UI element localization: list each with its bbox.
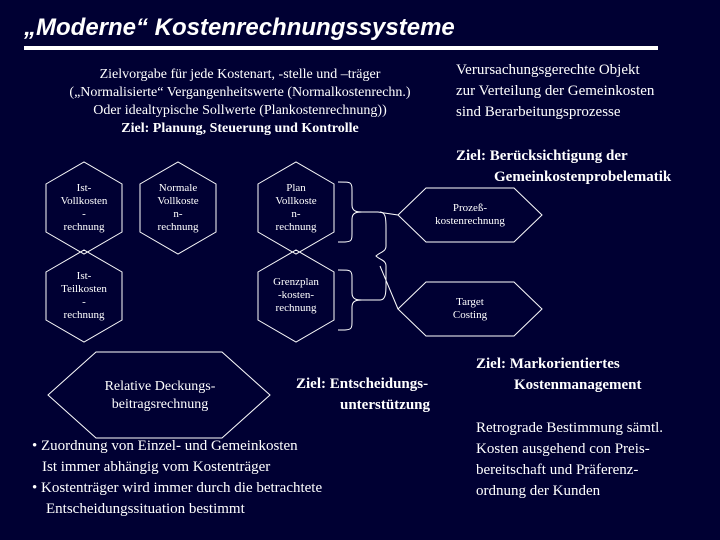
- decision-goal-line-1: Ziel: Entscheidungs-: [296, 376, 429, 392]
- decision-bullets: [32, 436, 452, 520]
- node-line: Vollkosten: [60, 195, 108, 207]
- node-line: Ist-: [76, 270, 92, 282]
- bracket-lower: [338, 270, 362, 330]
- node-line: kostenrechnung: [435, 215, 505, 227]
- right-top-line-3: sind Berarbeitungsprozesse: [456, 104, 621, 120]
- bullet-1-line-2: Ist immer abhängig vom Kostenträger: [42, 459, 271, 475]
- node-line: -: [82, 296, 86, 308]
- node-grenzplan: [258, 276, 334, 315]
- right-top-line-1: Verursachungsgerechte Objekt: [456, 62, 640, 78]
- node-normale-vollkosten: [140, 182, 216, 234]
- market-goal: [476, 354, 716, 396]
- brace-right: [362, 212, 386, 300]
- node-line: rechnung: [63, 309, 105, 321]
- market-line-4: ordnung der Kunden: [476, 483, 601, 499]
- node-line: rechnung: [157, 221, 199, 233]
- right-top-line-2: zur Verteilung der Gemeinkosten: [456, 83, 655, 99]
- market-goal-line-1: Ziel: Markorientiertes: [476, 356, 620, 372]
- bullet-1-line-1: • Zuordnung von Einzel- und Gemeinkosten: [32, 438, 298, 454]
- node-line: n-: [291, 208, 301, 220]
- node-line: Grenzplan: [273, 276, 319, 288]
- node-line: Relative Deckungs-: [104, 379, 216, 394]
- intro-block: [30, 66, 450, 138]
- node-line: Teilkosten: [61, 283, 107, 295]
- right-top-goal-line-2: Gemeinkostenprobelematik: [494, 169, 672, 185]
- intro-line-1: Zielvorgabe für jede Kostenart, -stelle und –träger: [99, 67, 381, 82]
- node-ist-vollkosten: [46, 182, 122, 234]
- right-top-block: [456, 60, 716, 123]
- market-line-3: bereitschaft und Präferenz-: [476, 462, 639, 478]
- node-line: Prozeß-: [452, 202, 488, 214]
- node-target: [410, 296, 530, 322]
- node-line: Normale: [158, 182, 198, 194]
- node-line: n-: [173, 208, 183, 220]
- intro-line-2: („Normalisierte“ Vergangenheitswerte (Normalkostenrechn.): [69, 85, 411, 100]
- node-line: beitragsrechnung: [111, 397, 209, 412]
- node-line: -: [82, 208, 86, 220]
- node-line: Costing: [452, 309, 488, 321]
- node-line: Target: [456, 296, 484, 308]
- bracket-upper: [338, 182, 362, 242]
- decision-goal: [296, 374, 496, 416]
- node-deckungs: [60, 378, 260, 414]
- page-title: „Moderne“ Kostenrechnungssysteme: [24, 14, 455, 41]
- connector-to-prozess: [378, 212, 398, 215]
- node-prozess: [410, 202, 530, 228]
- node-line: rechnung: [275, 221, 317, 233]
- node-line: Vollkoste: [157, 195, 199, 207]
- node-line: rechnung: [275, 302, 317, 314]
- market-goal-line-2: Kostenmanagement: [514, 377, 642, 393]
- node-line: Vollkoste: [275, 195, 317, 207]
- node-ist-teilkosten: [46, 270, 122, 322]
- market-line-2: Kosten ausgehend con Preis-: [476, 441, 650, 457]
- bullet-2-line-1: • Kostenträger wird immer durch die betrachtete: [32, 480, 323, 496]
- node-plan-vollkosten: [258, 182, 334, 234]
- market-text: [476, 418, 716, 502]
- right-top-goal: [456, 146, 716, 188]
- right-top-goal-line-1: Ziel: Berücksichtigung der: [456, 148, 628, 164]
- node-line: rechnung: [63, 221, 105, 233]
- intro-line-3: Oder idealtypische Sollwerte (Plankostenrechnung)): [93, 103, 387, 118]
- node-line: Plan: [286, 182, 306, 194]
- intro-goal: Ziel: Planung, Steuerung und Kontrolle: [121, 121, 359, 136]
- decision-goal-line-2: unterstützung: [340, 397, 431, 413]
- node-line: -kosten-: [277, 289, 315, 301]
- market-line-1: Retrograde Bestimmung sämtl.: [476, 420, 664, 436]
- bullet-2-line-2: Entscheidungssituation bestimmt: [46, 501, 245, 517]
- node-line: Ist-: [76, 182, 92, 194]
- connector-to-target: [380, 266, 398, 309]
